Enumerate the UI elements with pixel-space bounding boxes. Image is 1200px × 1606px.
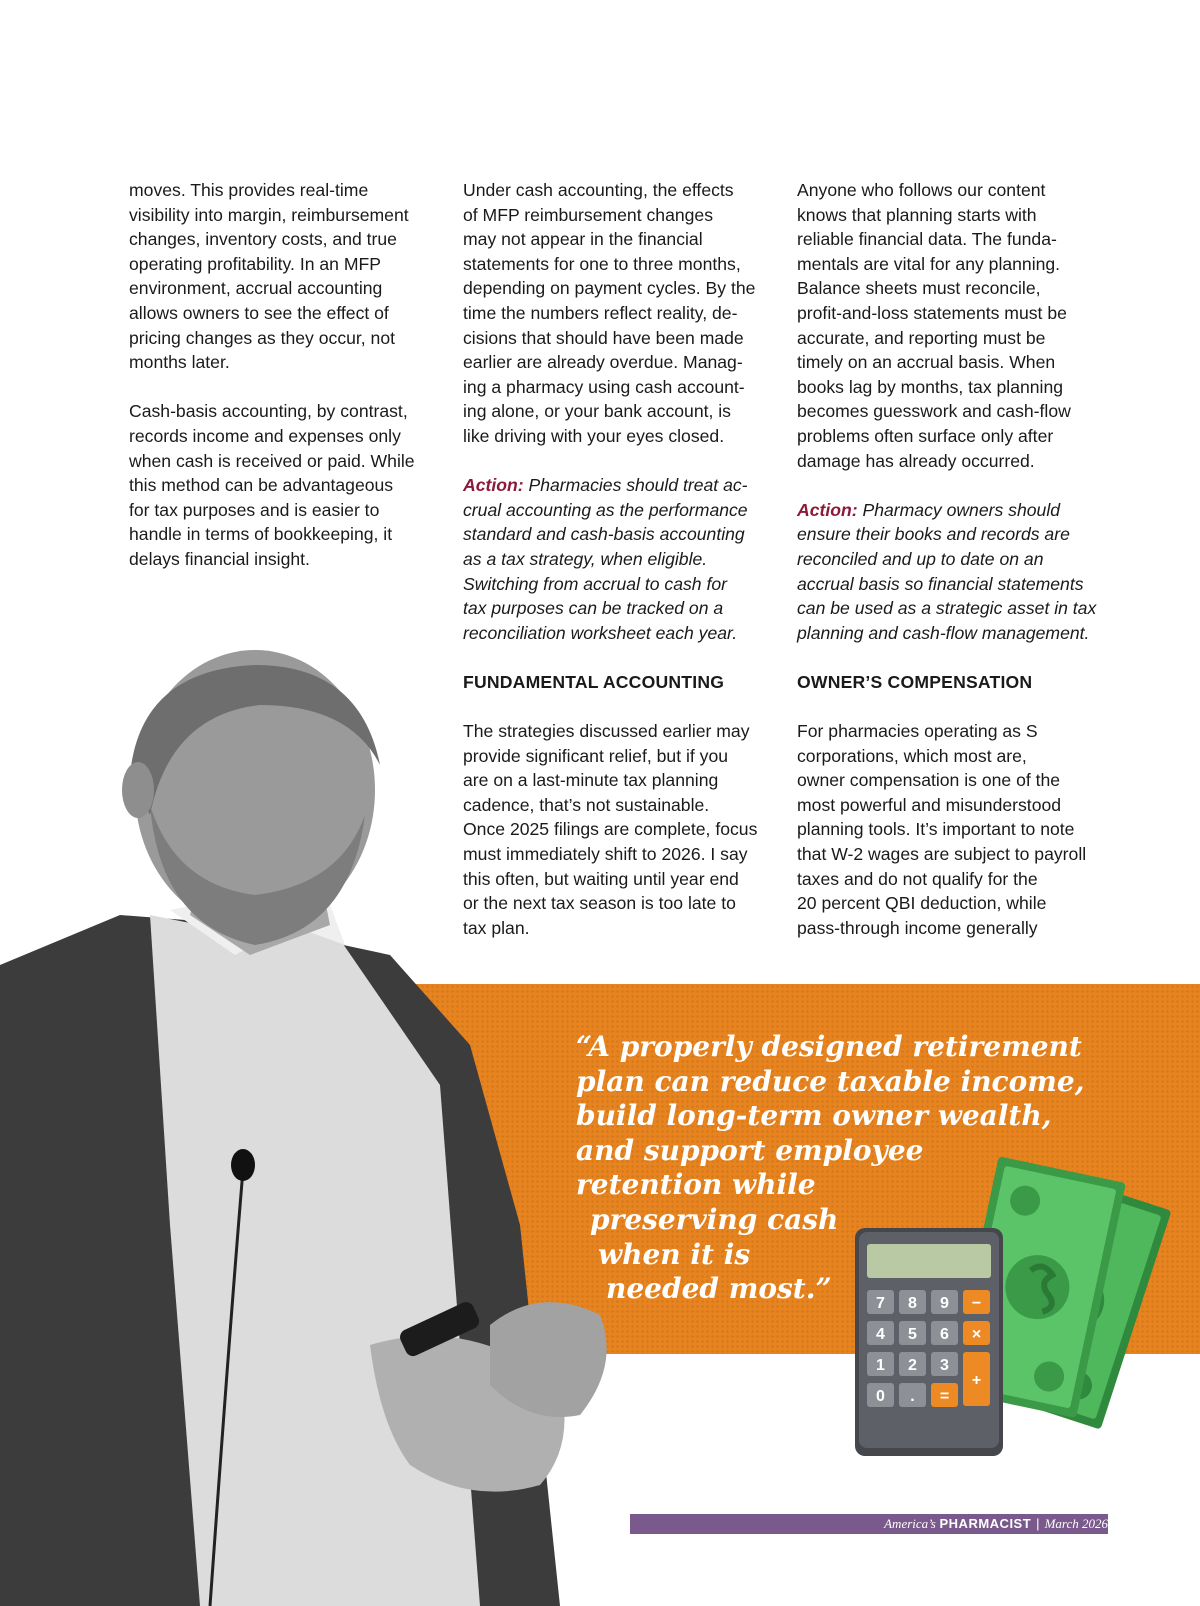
text-line: are on a last-minute tax planning — [463, 770, 719, 791]
text-line: Pharmacies should treat ac- — [523, 475, 748, 496]
col3-paragraph-1 — [797, 178, 1113, 473]
text-line: damage has already occurred. — [797, 450, 1035, 471]
pull-quote-line: plan can reduce taxable income, — [576, 1064, 1085, 1098]
calculator-key-label: 8 — [908, 1295, 917, 1312]
text-line: this method can be advantageous — [129, 475, 394, 496]
text-line: tax purposes can be tracked on a — [463, 598, 724, 619]
owners-compensation-heading: OWNER’S COMPENSATION — [797, 671, 1033, 692]
text-line: accrual basis so financial statements — [797, 573, 1084, 594]
text-line: ensure their books and records are — [797, 524, 1070, 545]
calculator-key-label: . — [910, 1388, 915, 1405]
col3-action-label: Action: — [797, 499, 858, 520]
text-line: accurate, and reporting must be — [797, 327, 1046, 348]
footer-separator: | — [1036, 1516, 1040, 1531]
pull-quote-line: retention while — [576, 1168, 816, 1202]
text-line: operating profitability. In an MFP — [129, 253, 381, 274]
text-line: or the next tax season is too late to — [463, 893, 736, 914]
text-line: knows that planning starts with — [797, 204, 1037, 225]
footer-publication-prefix: America’s — [884, 1516, 936, 1531]
text-line: visibility into margin, reimbursement — [129, 204, 409, 225]
text-line: may not appear in the financial — [463, 229, 703, 250]
text-line: pass-through income generally — [797, 917, 1038, 938]
text-line: most powerful and misunderstood — [797, 794, 1062, 815]
text-line: like driving with your eyes closed. — [463, 425, 725, 446]
text-line: Pharmacy owners should — [857, 499, 1061, 520]
text-line: time the numbers reflect reality, de- — [463, 302, 738, 323]
pull-quote-line: when it is — [598, 1237, 751, 1271]
text-line: allows owners to see the effect of — [129, 302, 389, 323]
calculator-key-label: × — [971, 1326, 982, 1343]
text-line: of MFP reimbursement changes — [463, 204, 714, 225]
text-line: timely on an accrual basis. When — [797, 352, 1056, 373]
text-line: statements for one to three months, — [463, 253, 741, 274]
calculator-key-label: 0 — [876, 1388, 885, 1405]
pull-quote-line: preserving cash — [590, 1202, 839, 1236]
speaker-photo — [0, 625, 640, 1606]
text-line: tax plan. — [463, 917, 530, 938]
col2-action-text — [463, 475, 748, 643]
text-line: Balance sheets must reconcile, — [797, 278, 1041, 299]
text-line: handle in terms of bookkeeping, it — [129, 524, 393, 545]
calculator-key-label: = — [939, 1388, 950, 1405]
text-line: can be used as a strategic asset in tax — [797, 598, 1097, 619]
text-line: records income and expenses only — [129, 425, 401, 446]
text-line: Anyone who follows our content — [797, 180, 1046, 200]
calculator-key-label: 3 — [940, 1357, 949, 1374]
text-line: for tax purposes and is easier to — [129, 499, 380, 520]
col1-paragraph-2 — [129, 399, 441, 571]
col1-paragraph-1 — [129, 178, 441, 375]
pull-quote-line: needed most.” — [606, 1272, 832, 1306]
col2-paragraph-1 — [463, 178, 775, 449]
pull-quote-line: “A properly designed retirement — [576, 1030, 1082, 1063]
col2-action-label: Action: — [463, 475, 524, 496]
text-line: planning and cash-flow management. — [797, 622, 1090, 643]
text-line: earlier are already overdue. Manag- — [463, 352, 743, 373]
text-line: 20 percent QBI deduction, while — [797, 893, 1047, 914]
text-line: Cash-basis accounting, by contrast, — [129, 401, 408, 422]
calculator-key-label: 9 — [940, 1295, 949, 1312]
calculator-body — [855, 1228, 1003, 1456]
col3-action-text — [797, 500, 1096, 643]
text-line: months later. — [129, 352, 230, 373]
col2-action-paragraph — [463, 473, 775, 645]
calculator-icon — [855, 1228, 1003, 1456]
col3-action-paragraph — [797, 498, 1113, 646]
footer-publication-name: PHARMACIST — [939, 1516, 1032, 1531]
text-line: The strategies discussed earlier may — [463, 721, 750, 742]
text-line: Switching from accrual to cash for — [463, 573, 728, 594]
text-line: environment, accrual accounting — [129, 278, 383, 299]
text-line: planning tools. It’s important to note — [797, 819, 1075, 840]
calculator-key-label: 5 — [908, 1326, 917, 1343]
calculator-key-label: + — [971, 1372, 982, 1389]
pull-quote-line: build long-term owner wealth, — [576, 1099, 1052, 1133]
article-column-1 — [129, 178, 441, 596]
text-line: as a tax strategy, when eligible. — [463, 548, 708, 569]
text-line: moves. This provides real-time — [129, 180, 369, 200]
text-line: problems often surface only after — [797, 425, 1054, 446]
text-line: when cash is received or paid. While — [129, 450, 415, 471]
text-line: owner compensation is one of the — [797, 770, 1061, 791]
text-line: books lag by months, tax planning — [797, 376, 1064, 397]
text-line: changes, inventory costs, and true — [129, 229, 397, 250]
text-line: pricing changes as they occur, not — [129, 327, 396, 348]
calculator-key-label: 7 — [876, 1295, 885, 1312]
text-line: cadence, that’s not sustainable. — [463, 794, 710, 815]
text-line: cisions that should have been made — [463, 327, 744, 348]
text-line: delays financial insight. — [129, 548, 310, 569]
article-column-3 — [797, 178, 1113, 940]
text-line: ing a pharmacy using cash account- — [463, 376, 745, 397]
footer-issue-date: March 2026 — [1044, 1516, 1108, 1531]
calculator-key-label: − — [971, 1295, 982, 1312]
text-line: Once 2025 filings are complete, focus — [463, 819, 758, 840]
col3-paragraph-3 — [797, 719, 1113, 940]
text-line: crual accounting as the performance — [463, 499, 748, 520]
text-line: provide significant relief, but if you — [463, 745, 729, 766]
text-line: reconciled and up to date on an — [797, 548, 1044, 569]
pull-quote-line: and support employee — [576, 1133, 924, 1167]
text-line: reconciliation worksheet each year. — [463, 622, 738, 643]
page-footer — [630, 1514, 1108, 1534]
text-line: standard and cash-basis accounting — [463, 524, 745, 545]
text-line: profit-and-loss statements must be — [797, 302, 1067, 323]
calculator-key-label: 6 — [940, 1326, 949, 1343]
text-line: becomes guesswork and cash-flow — [797, 401, 1071, 422]
calculator-key-label: 4 — [876, 1326, 885, 1343]
text-line: corporations, which most are, — [797, 745, 1027, 766]
text-line: ing alone, or your bank account, is — [463, 401, 731, 422]
fundamental-accounting-heading: FUNDAMENTAL ACCOUNTING — [463, 671, 725, 692]
text-line: depending on payment cycles. By the — [463, 278, 756, 299]
text-line: mentals are vital for any planning. — [797, 253, 1061, 274]
calculator-key-label: 1 — [876, 1357, 885, 1374]
text-line: must immediately shift to 2026. I say — [463, 844, 748, 865]
text-line: For pharmacies operating as S — [797, 721, 1038, 742]
text-line: taxes and do not qualify for the — [797, 868, 1038, 889]
text-line: reliable financial data. The funda- — [797, 229, 1057, 250]
text-line: that W-2 wages are subject to payroll — [797, 844, 1087, 865]
text-line: this often, but waiting until year end — [463, 868, 739, 889]
calculator-key-label: 2 — [908, 1357, 917, 1374]
text-line: Under cash accounting, the effects — [463, 180, 734, 200]
